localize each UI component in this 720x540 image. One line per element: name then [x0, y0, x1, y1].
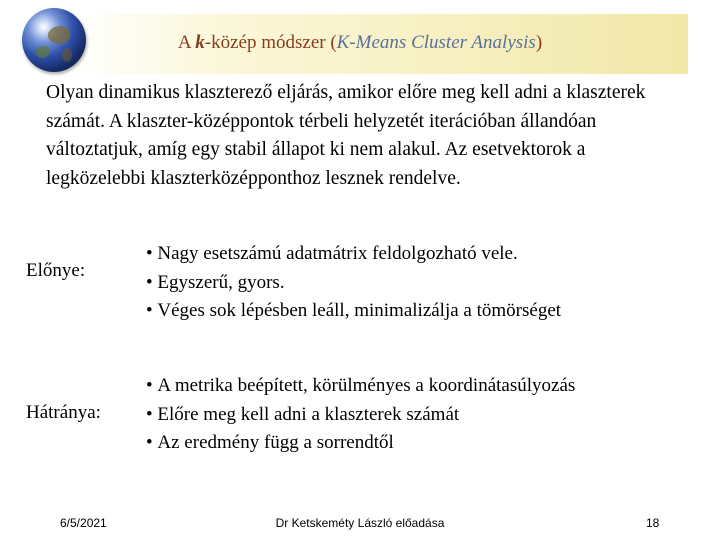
list-item: • Az eredmény függ a sorrendtől: [146, 429, 575, 458]
footer-date: 6/5/2021: [60, 516, 107, 530]
list-item: • Véges sok lépésben leáll, minimalizálja a tömörséget: [146, 297, 561, 326]
list-item: • Egyszerű, gyors.: [146, 269, 561, 298]
list-item: • Előre meg kell adni a klaszterek számát: [146, 401, 575, 430]
footer-author: Dr Ketskeméty László előadása: [275, 516, 445, 530]
advantages-label: Előnye:: [26, 260, 86, 281]
slide-title: A k-közép módszer (K-Means Cluster Analysis): [177, 32, 543, 53]
disadvantages-list: [146, 372, 575, 458]
advantages-list: [146, 240, 561, 326]
footer-page-number: 18: [646, 516, 660, 530]
list-item: • Nagy esetszámú adatmátrix feldolgozható vele.: [146, 240, 561, 269]
intro-paragraph: Olyan dinamikus klaszterező eljárás, amikor előre meg kell adni a klaszterek számát. A klaszter-középpontok térbeli helyzetét iterációban állandóan változtatjuk, amíg egy stabil állapot ki nem alakul. Az esetvektorok a legközelebbi klaszterközépponthoz lesznek rendelve.: [46, 82, 646, 189]
list-item: • A metrika beépített, körülményes a koordinátasúlyozás: [146, 372, 575, 401]
disadvantages-label: Hátránya:: [26, 402, 101, 423]
